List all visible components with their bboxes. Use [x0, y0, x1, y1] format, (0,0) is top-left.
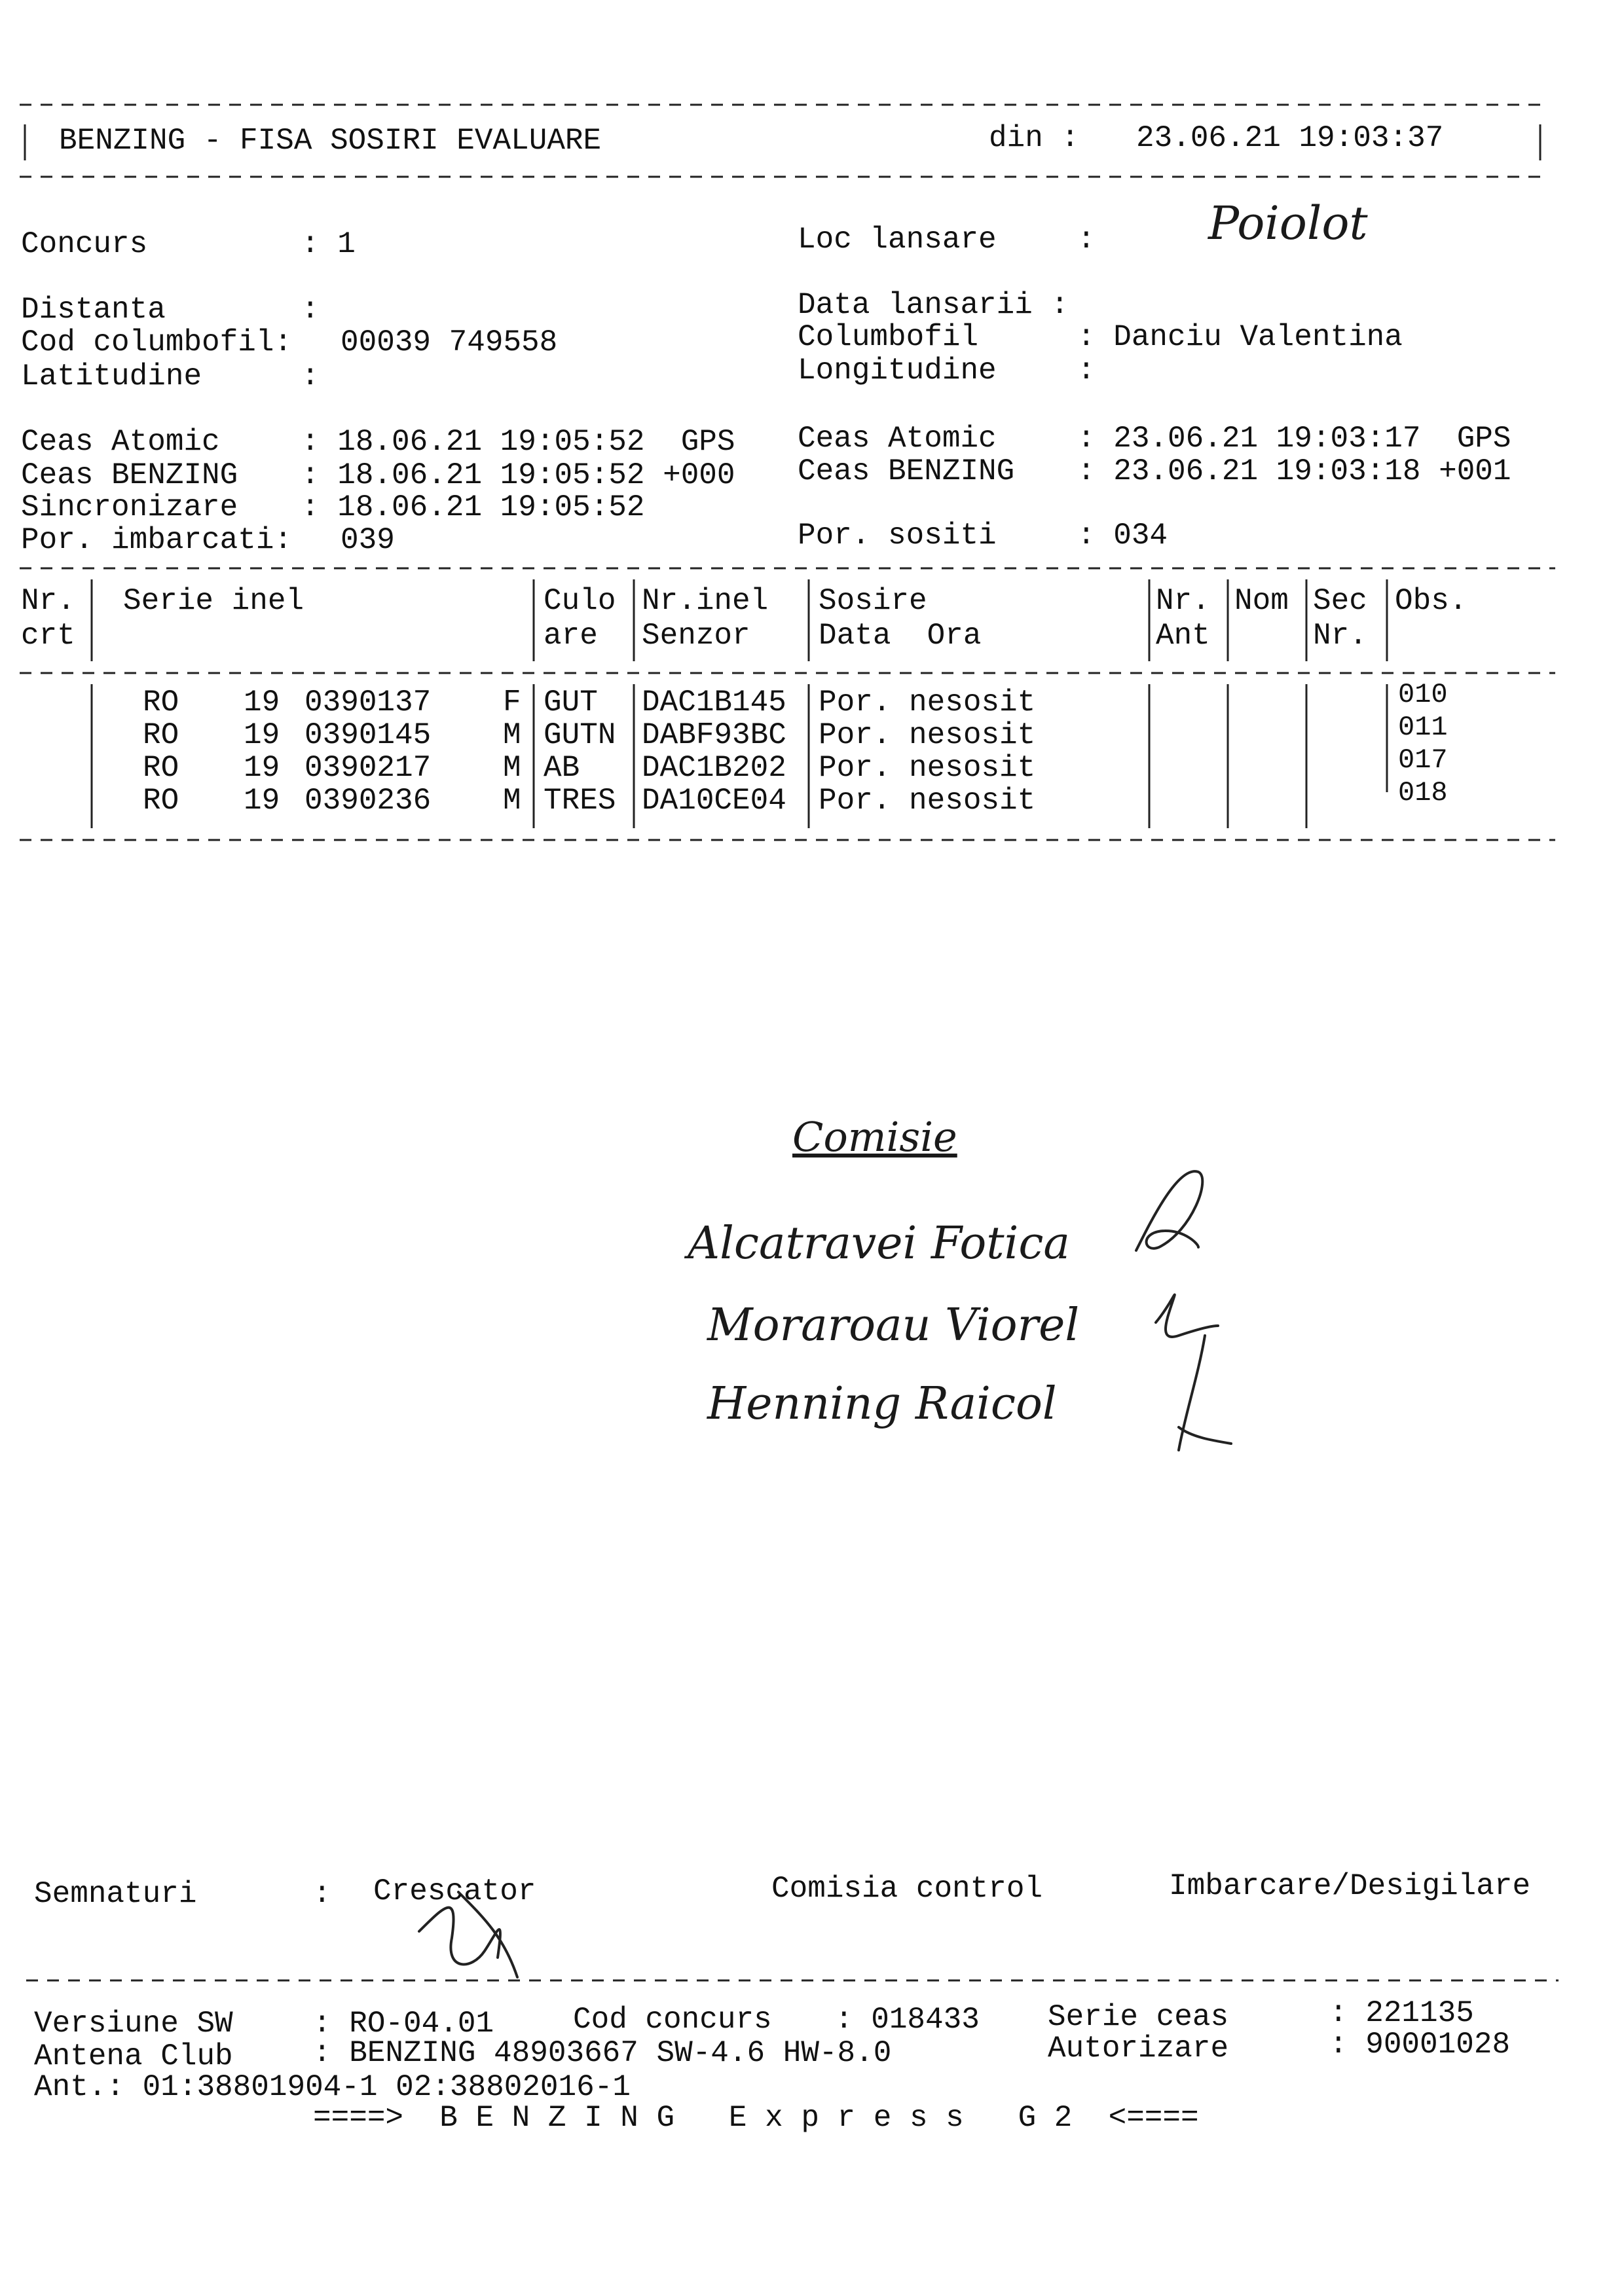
autorizare-label: Autorizare [1048, 2032, 1229, 2066]
cell-senzor: DAC1B145 [642, 685, 786, 720]
cell-tara: RO [143, 685, 179, 720]
cell-tara: RO [143, 784, 179, 818]
cell-obs: 017 [1398, 744, 1448, 776]
data-lansarii-label: Data lansarii : [798, 288, 1069, 322]
por-imbarcati-label: Por. imbarcati: [21, 523, 293, 557]
handwritten-name-3: Henning Raicol [707, 1378, 1057, 1430]
antena-club-value: : BENZING 48903667 SW-4.6 HW-8.0 [313, 2036, 892, 2070]
cell-serie: 0390236 [304, 784, 432, 818]
ceas-atomic-left-value: : 18.06.21 19:05:52 GPS [301, 425, 735, 459]
th-nr-inel-1: Nr.inel [642, 584, 769, 618]
ceas-atomic-right-value: : 23.06.21 19:03:17 GPS [1077, 422, 1511, 456]
ceas-atomic-right-label: Ceas Atomic [798, 422, 997, 456]
express-line: ====> B E N Z I N G E x p r e s s G 2 <==== [313, 2101, 1199, 2135]
cell-sosire: Por. nesosit [819, 718, 1036, 752]
th-sosire-1: Sosire [819, 584, 927, 618]
cod-columbofil-label: Cod columbofil: [21, 325, 293, 359]
cell-sex: M [503, 718, 521, 752]
autorizare-value: : 90001028 [1329, 2028, 1511, 2062]
handwritten-name-2: Moraroau Viorel [707, 1300, 1080, 1351]
longitudine-label: Longitudine [798, 354, 997, 388]
cell-senzor: DA10CE04 [642, 784, 786, 818]
columbofil-label: Columbofil [798, 320, 979, 354]
cell-sex: F [503, 685, 521, 720]
cell-an: 19 [244, 718, 280, 752]
cod-concurs-label: Cod concurs [573, 2003, 772, 2037]
sincronizare-value: : 18.06.21 19:05:52 [301, 490, 645, 524]
concurs-value: : 1 [301, 227, 356, 261]
th-culoare-1: Culo [544, 584, 616, 618]
ceas-atomic-left-label: Ceas Atomic [21, 425, 220, 459]
cell-obs: 011 [1398, 712, 1448, 743]
versiune-sw-value: : RO-04.01 [313, 2007, 494, 2041]
cell-obs: 010 [1398, 679, 1448, 710]
th-nr-crt-2: crt [21, 619, 75, 653]
semnaturi-colon: : [313, 1877, 331, 1911]
concurs-label: Concurs [21, 227, 148, 261]
cell-sex: M [503, 751, 521, 785]
handwritten-name-1: Alcatravei Fotica [688, 1218, 1070, 1269]
antena-club-label: Antena Club [34, 2039, 233, 2073]
cell-sex: M [503, 784, 521, 818]
longitudine-value: : [1077, 354, 1096, 388]
ceas-benzing-left-label: Ceas BENZING [21, 458, 238, 492]
cell-culoare: AB [544, 751, 580, 785]
cell-sosire: Por. nesosit [819, 751, 1036, 785]
cell-sosire: Por. nesosit [819, 685, 1036, 720]
th-nr-ant-1: Nr. [1156, 584, 1210, 618]
th-obs: Obs. [1395, 584, 1467, 618]
cell-culoare: TRES [544, 784, 616, 818]
versiune-sw-label: Versiune SW [34, 2007, 233, 2041]
loc-lansare-handwritten: Poiolot [1208, 196, 1368, 250]
cell-culoare: GUT [544, 685, 598, 720]
por-imbarcati-value: 039 [341, 523, 395, 557]
report-title: BENZING - FISA SOSIRI EVALUARE [59, 124, 602, 158]
th-sec-nr-1: Sec [1313, 584, 1367, 618]
ceas-benzing-right-value: : 23.06.21 19:03:18 +001 [1077, 454, 1511, 488]
th-sosire-2: Data Ora [819, 619, 982, 653]
cell-obs: 018 [1398, 777, 1448, 809]
cell-an: 19 [244, 685, 280, 720]
cell-serie: 0390145 [304, 718, 432, 752]
loc-lansare-label: Loc lansare [798, 223, 997, 257]
cell-serie: 0390217 [304, 751, 432, 785]
loc-lansare-colon: : [1077, 223, 1096, 257]
th-nr-ant-2: Ant [1156, 619, 1210, 653]
cell-senzor: DAC1B202 [642, 751, 786, 785]
th-sec-nr-2: Nr. [1313, 619, 1367, 653]
th-nr-inel-2: Senzor [642, 619, 750, 653]
por-sositi-value: : 034 [1077, 519, 1168, 553]
cell-an: 19 [244, 751, 280, 785]
sincronizare-label: Sincronizare [21, 490, 238, 524]
cell-sosire: Por. nesosit [819, 784, 1036, 818]
cell-tara: RO [143, 751, 179, 785]
distanta-label: Distanta [21, 293, 166, 327]
th-nom: Nom [1234, 584, 1289, 618]
ceas-benzing-right-label: Ceas BENZING [798, 454, 1015, 488]
semnaturi-label: Semnaturi [34, 1877, 197, 1911]
cell-serie: 0390137 [304, 685, 432, 720]
distanta-value: : [301, 293, 320, 327]
cell-an: 19 [244, 784, 280, 818]
cell-tara: RO [143, 718, 179, 752]
serie-ceas-label: Serie ceas [1048, 2000, 1229, 2034]
th-nr-crt-1: Nr. [21, 584, 75, 618]
por-sositi-label: Por. sositi [798, 519, 997, 553]
din-label: din : [989, 121, 1080, 155]
latitudine-value: : [301, 359, 320, 393]
columbofil-value: : Danciu Valentina [1077, 320, 1403, 354]
th-culoare-2: are [544, 619, 598, 653]
cell-senzor: DABF93BC [642, 718, 786, 752]
cod-columbofil-value: 00039 749558 [341, 325, 558, 359]
crescator-label: Crescator [373, 1874, 536, 1908]
ceas-benzing-left-value: : 18.06.21 19:05:52 +000 [301, 458, 735, 492]
th-serie-inel: Serie inel [123, 584, 304, 618]
serie-ceas-value: : 221135 [1329, 1996, 1474, 2030]
din-value: 23.06.21 19:03:37 [1136, 121, 1444, 155]
latitudine-label: Latitudine [21, 359, 202, 393]
handwritten-heading: Comisie [792, 1113, 957, 1161]
cod-concurs-value: : 018433 [835, 2003, 980, 2037]
imbarcare-label: Imbarcare/Desigilare [1169, 1869, 1531, 1903]
comisia-control-label: Comisia control [771, 1872, 1043, 1906]
cell-culoare: GUTN [544, 718, 616, 752]
ant-line: Ant.: 01:38801904-1 02:38802016-1 [34, 2070, 631, 2104]
